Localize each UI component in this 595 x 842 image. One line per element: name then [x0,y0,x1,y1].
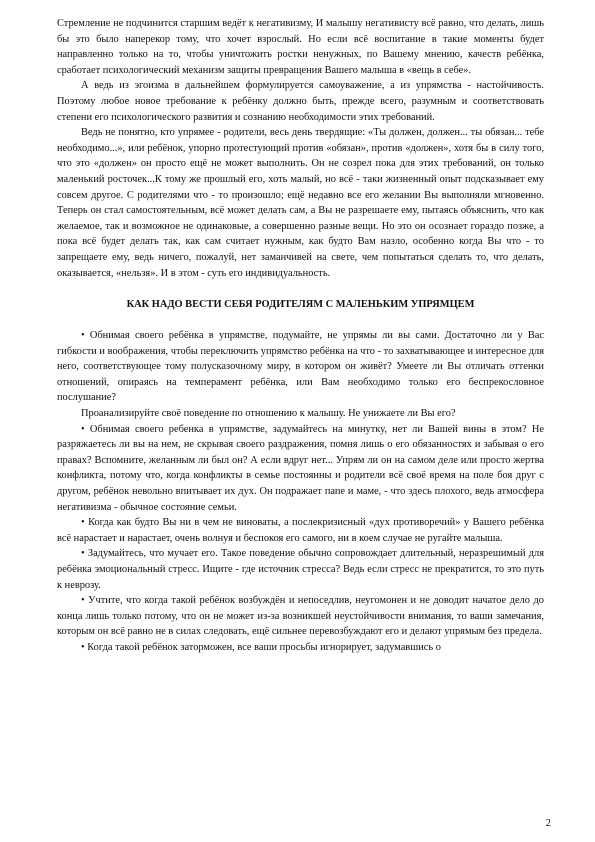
paragraph-6: • Обнимая своего ребенка в упрямстве, задумайтесь на минутку, нет ли Вашей вины в этом? Не разряжаетесь ли вы на нем, не скрывая своего раздражения, помня лишь о его обязанностях и забывая о его правах? Вспомните, желанным ли был он? А если вдруг нет... Упрям ли он на самом деле или просто жертва конфликта, потому что, когда конфликты в семье постоянны и родители всё своё время на поле боя друг с другом, ребёнок невольно впитывает их дух. Он подражает папе и маме, - что здесь плохого, ведь атмосфера негативизма - обычное состояние семьи. [57,423,544,513]
paragraph-10: • Когда такой ребёнок заторможен, все ваши просьбы игнорирует, задумавшись о [81,641,441,653]
paragraph-8: • Задумайтесь, что мучает его. Такое поведение обычно сопровождает длительный, неразрешимый для ребёнка эмоциональный стресс. Ищите - где источник стресса? Ведь если стресс не прекратится, то это путь к неврозу. [57,548,544,591]
paragraph-1: Стремление не подчинится старшим ведёт к негативизму, И малышу негативисту всё равно, что делать, лишь бы это было наперекор тому, что хочет взрослый. Но если всё воспитание в такие моменты будет направленно только на то, чтобы уничтожить ростки ненужных, по Вашему мнению, качеств ребёнка, сработает психологический механизм защиты превращения Вашего малыша в «вещь в себе». [57,18,544,76]
paragraph-2: А ведь из эгоизма в дальнейшем формулируется самоуважение, а из упрямства - настойчивость. Поэтому любое новое требование к ребёнку должно быть, прежде всего, разумным и соответствовать степени его психологического развития и сознанию необходимости этих требований. [57,80,544,123]
paragraph-4: • Обнимая своего ребёнка в упрямстве, подумайте, не упрямы ли вы сами. Достаточно ли у Вас гибкости и воображения, чтобы переключить упрямство ребёнка на что - то захватывающее и интересное для него, соответствующее тому полусказочному миру, в котором он живёт? Умеете ли Вы отличать оттенки отношений, опираясь на темперамент ребёнка, или Вам необходимо только его беспрекословное послушание? [57,330,544,404]
paragraph-5: Проанализируйте своё поведение по отношению к малышу. Не унижаете ли Вы его? [81,408,456,420]
page-number: 2 [545,818,551,829]
paragraph-9: • Учтите, что когда такой ребёнок возбуждён и непоседлив, неугомонен и не доводит начатое дело до конца лишь только потому, что он не может из-за возникшей неустойчивости внимания, то ваши замечания, которым он всё равно не в силах следовать, ещё сильнее перевозбуждают его и делают упрямым без предела. [57,595,544,638]
paragraph-3: Ведь не понятно, кто упрямее - родители, весь день твердящие: «Ты должен, должен... ты обязан... тебе необходимо...», или ребёнок, упорно протестующий против «обязан», против «должен», хотя бы в силу того, что это «должен» он просто ещё не может выполнить. Он не созрел пока для этих требований, он только маленький росточек...К тому же прошлый его, хоть малый, но всё - таки жизненный опыт подсказывает ему совсем другое. С родителями что - то произошло; ещё недавно все его желании Вы выполняли мгновенно. Теперь он стал самостоятельным, всё может делать сам, а Вы не разрешаете ему, пытаясь объяснить, что как желаемое, так и возможное не одинаковые, а совершенно разные вещи. Но это он осознает гораздо позже, а пока всё будет делать так, как сам считает нужным, как будто Вам назло, особенно когда Вы что - то запрещаете ему, ведь ничего, пожалуй, нет заманчивей на свете, чем попытаться сделать то, что делать, оказывается, «нельзя». И в этом - суть его индивидуальность. [57,127,544,279]
section-heading: КАК НАДО ВЕСТИ СЕБЯ РОДИТЕЛЯМ С МАЛЕНЬКИМ УПРЯМЦЕМ [126,299,475,311]
paragraph-7: • Когда как будто Вы ни в чем не виноваты, а послекризисный «дух противоречий» у Вашего ребёнка всё нарастает и нарастает, очень волнуя и беспокоя его самого, ни в коем случае не ругайте малыша. [57,517,544,544]
